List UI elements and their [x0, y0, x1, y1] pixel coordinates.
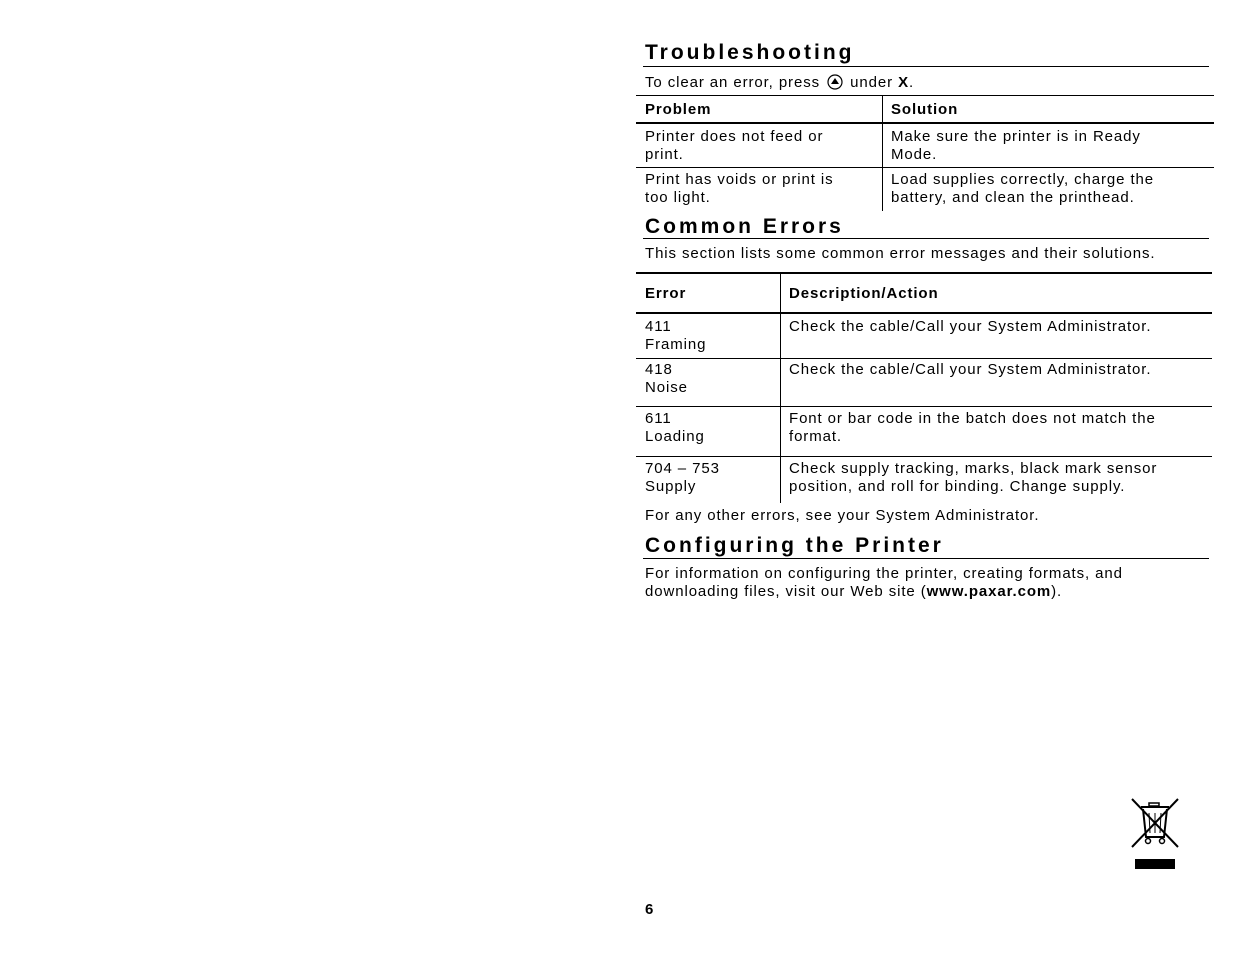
table-row-error: 411 Framing	[645, 318, 707, 353]
header-rule	[636, 312, 1212, 314]
table-row-description: Check the cable/Call your System Administrator.	[789, 318, 1152, 335]
row-rule	[636, 167, 1214, 168]
row-rule	[636, 406, 1212, 407]
heading-rule	[643, 558, 1209, 559]
troubleshooting-intro	[645, 74, 914, 95]
heading-rule	[643, 66, 1209, 67]
common-errors-footer: For any other errors, see your System Administrator.	[645, 507, 1040, 524]
intro-end: .	[909, 74, 915, 91]
table-row-error: 704 – 753 Supply	[645, 460, 720, 495]
table-row-error: 418 Noise	[645, 361, 688, 396]
troubleshooting-heading: Troubleshooting	[645, 41, 855, 64]
table-row-problem: Printer does not feed or print.	[645, 128, 824, 163]
table-top-rule	[636, 95, 1214, 96]
configuring-line: downloading files, visit our Web site (www.paxar.com).	[645, 583, 1063, 600]
table-row-description: Check supply tracking, marks, black mark sensor position, and roll for binding. Change supply.	[789, 460, 1158, 495]
table-row-description: Check the cable/Call your System Administrator.	[789, 361, 1152, 378]
intro-text: To clear an error, press	[645, 74, 820, 91]
column-divider	[882, 96, 883, 211]
intro-key: X	[898, 74, 910, 91]
website-link[interactable]: www.paxar.com	[926, 583, 1052, 600]
heading-rule	[643, 238, 1209, 239]
table-row-description: Font or bar code in the batch does not match the format.	[789, 410, 1156, 445]
crossed-out-wheelie-bin-icon	[1129, 797, 1181, 871]
table-top-rule	[636, 272, 1212, 274]
header-rule	[636, 122, 1214, 124]
column-divider	[780, 274, 781, 503]
configuring-text	[645, 565, 1123, 601]
page-number: 6	[645, 901, 654, 918]
header-description: Description/Action	[789, 285, 939, 302]
row-rule	[636, 358, 1212, 359]
configuring-heading: Configuring the Printer	[645, 534, 944, 557]
table-row-error: 611 Loading	[645, 410, 705, 445]
header-error: Error	[645, 285, 687, 302]
intro-under-text: under	[850, 74, 894, 91]
table-row-problem: Print has voids or print is too light.	[645, 171, 834, 206]
common-errors-intro: This section lists some common error messages and their solutions.	[645, 245, 1156, 262]
table-row-solution: Make sure the printer is in Ready Mode.	[891, 128, 1141, 163]
header-problem: Problem	[645, 101, 712, 118]
row-rule	[636, 456, 1212, 457]
up-arrow-circle-icon	[827, 74, 843, 95]
header-solution: Solution	[891, 101, 959, 118]
configuring-line: For information on configuring the printer, creating formats, and	[645, 565, 1123, 582]
common-errors-heading: Common Errors	[645, 215, 844, 238]
table-row-solution: Load supplies correctly, charge the battery, and clean the printhead.	[891, 171, 1155, 206]
